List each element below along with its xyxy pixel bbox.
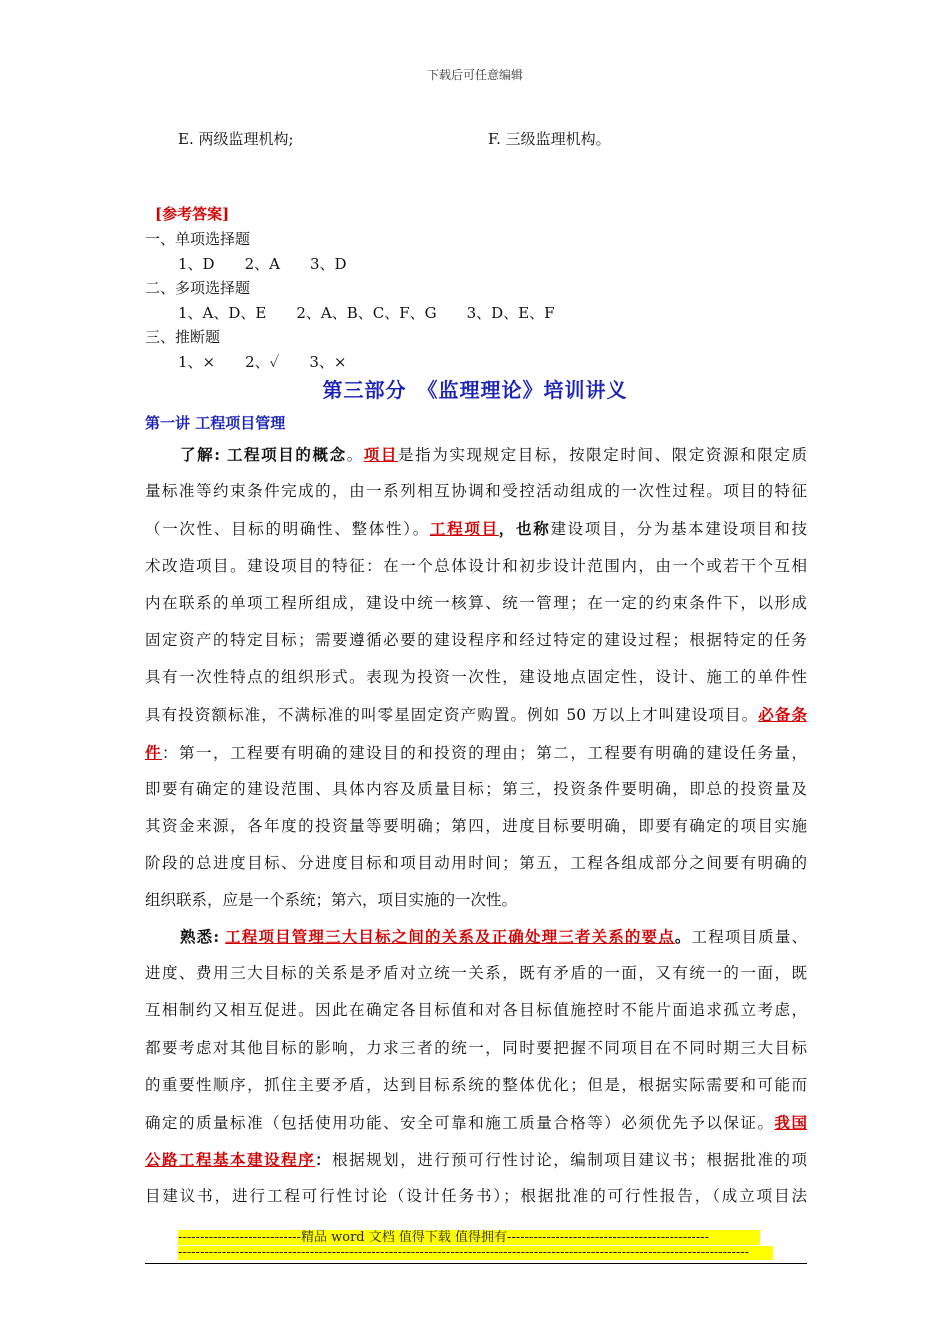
paragraph-line xyxy=(145,436,807,473)
highlight-term: 工程项目 xyxy=(429,519,499,539)
text: ：第一，工程要有明确的建设目的和投资的理由；第二，工程要有明确的建设任务量， xyxy=(162,743,807,762)
paragraph-three-objectives xyxy=(145,918,807,1216)
bold-text: 。 xyxy=(674,927,692,946)
paragraph-line: 术改造项目。建设项目的特征：在一个总体设计和初步设计范围内，由一个或若干个互相 xyxy=(145,556,807,575)
paragraph-line: 内在联系的单项工程所组成，建设中统一核算、统一管理；在一定的约束条件下，以形成 xyxy=(145,593,807,612)
lead-label: 熟悉: xyxy=(180,927,220,946)
highlight-term: 件 xyxy=(145,742,163,762)
text: 确定的质量标准（包括使用功能、安全可靠和施工质量合格等）必须优先予以保证。 xyxy=(145,1113,775,1132)
text: 具有投资额标准，不满标准的叫零星固定资产购置。例如 50 万以上才叫建设项目。 xyxy=(145,706,759,725)
answer-line: 1、A、D、E 2、A、B、C、F、G 3、D、E、F xyxy=(178,304,555,322)
footer-banner-dashes: ---------------------------------------------------------------------------------------------------------------------------------- xyxy=(178,1246,773,1260)
text: 是指为实现规定目标，按限定时间、限定资源和限定质 xyxy=(398,446,807,464)
lecture-title: 第一讲 工程项目管理 xyxy=(145,414,286,432)
paragraph-line: 互相制约又相互促进。因此在确定各目标值和对各目标值施控时不能片面追求孤立考虑， xyxy=(145,1001,807,1020)
paragraph-line xyxy=(145,734,807,771)
bold-text: ，也称 xyxy=(498,519,551,539)
paragraph-line: 其资金来源，各年度的投资量等要明确；第四，进度目标要明确，即要有确定的项目实施 xyxy=(145,816,807,835)
bold-text: 工程项目的概念 xyxy=(219,445,347,464)
text: （一次性、目标的明确性、整体性）。 xyxy=(145,520,430,539)
answer-line: 三、推断题 xyxy=(145,328,221,346)
option-e: E. 两级监理机构; xyxy=(178,130,294,148)
paragraph-line xyxy=(145,918,807,955)
highlight-term: 项目 xyxy=(363,445,399,464)
paragraph-line xyxy=(145,1141,807,1178)
part-title: 第三部分 《监理理论》培训讲义 xyxy=(322,378,628,402)
text: 建设项目，分为基本建设项目和技 xyxy=(550,520,807,539)
footer-banner: ----------------------------精品 word 文档 值得下载 值得拥有---------------------------------------------- xyxy=(178,1230,760,1245)
paragraph-line: 组织联系，应是一个系统；第六，项目实施的一次性。 xyxy=(145,891,518,910)
paragraph-line: 的重要性顺序，抓住主要矛盾，达到目标系统的整体优化；但是，根据实际需要和可能而 xyxy=(145,1075,807,1094)
answer-line: 一、单项选择题 xyxy=(145,230,251,248)
paragraph-line xyxy=(145,1104,807,1141)
paragraph-line: 即要有确定的建设范围、具体内容及质量目标；第三，投资条件要明确，即总的投资量及 xyxy=(145,779,807,798)
text: 根据规划，进行预可行性讨论，编制项目建议书；根据批准的项 xyxy=(332,1151,807,1170)
paragraph-project-concept xyxy=(145,436,807,919)
highlight-term: 必备条 xyxy=(758,705,807,725)
page-header: 下载后可任意编辑 xyxy=(426,68,523,82)
paragraph-line: 阶段的总进度目标、分进度目标和项目动用时间；第五，工程各组成部分之间要有明确的 xyxy=(145,854,807,873)
paragraph-line: 都要考虑对其他目标的影响，力求三者的统一，同时要把握不同项目在不同时期三大目标 xyxy=(145,1038,807,1057)
text: 工程项目质量、 xyxy=(691,928,807,946)
footer-rule xyxy=(145,1263,807,1264)
answer-line: 二、多项选择题 xyxy=(145,279,251,297)
highlight-term: 我国 xyxy=(774,1112,807,1132)
paragraph-line: 目建议书，进行工程可行性讨论（设计任务书）；根据批准的可行性报告，（成立项目法 xyxy=(145,1187,807,1206)
paragraph-line: 进度、费用三大目标的关系是矛盾对立统一关系，既有矛盾的一面，又有统一的一面，既 xyxy=(145,964,807,983)
bold-text: ： xyxy=(315,1150,333,1170)
lead-label: 了解: xyxy=(180,445,220,464)
highlight-term: 工程项目管理三大目标之间的关系及正确处理三者关系的要点 xyxy=(225,927,675,946)
paragraph-line xyxy=(145,696,807,733)
answer-line: 1、D 2、A 3、D xyxy=(178,255,347,273)
paragraph-line: 具有一次性特点的组织形式。表现为投资一次性，建设地点固定性，设计、施工的单件性 xyxy=(145,668,807,687)
paragraph-line xyxy=(145,510,807,547)
highlight-term: 公路工程基本建设程序 xyxy=(145,1150,316,1170)
answer-key-title: [参考答案] xyxy=(155,205,230,223)
option-f: F. 三级监理机构。 xyxy=(488,130,611,148)
paragraph-line: 固定资产的特定目标；需要遵循必要的建设程序和经过特定的建设过程；根据特定的任务 xyxy=(145,630,807,649)
text: 。 xyxy=(346,446,364,464)
paragraph-line: 量标准等约束条件完成的，由一系列相互协调和受控活动组成的一次性过程。项目的特征 xyxy=(145,482,807,501)
answer-line: 1、× 2、✓ 3、× xyxy=(178,353,347,371)
